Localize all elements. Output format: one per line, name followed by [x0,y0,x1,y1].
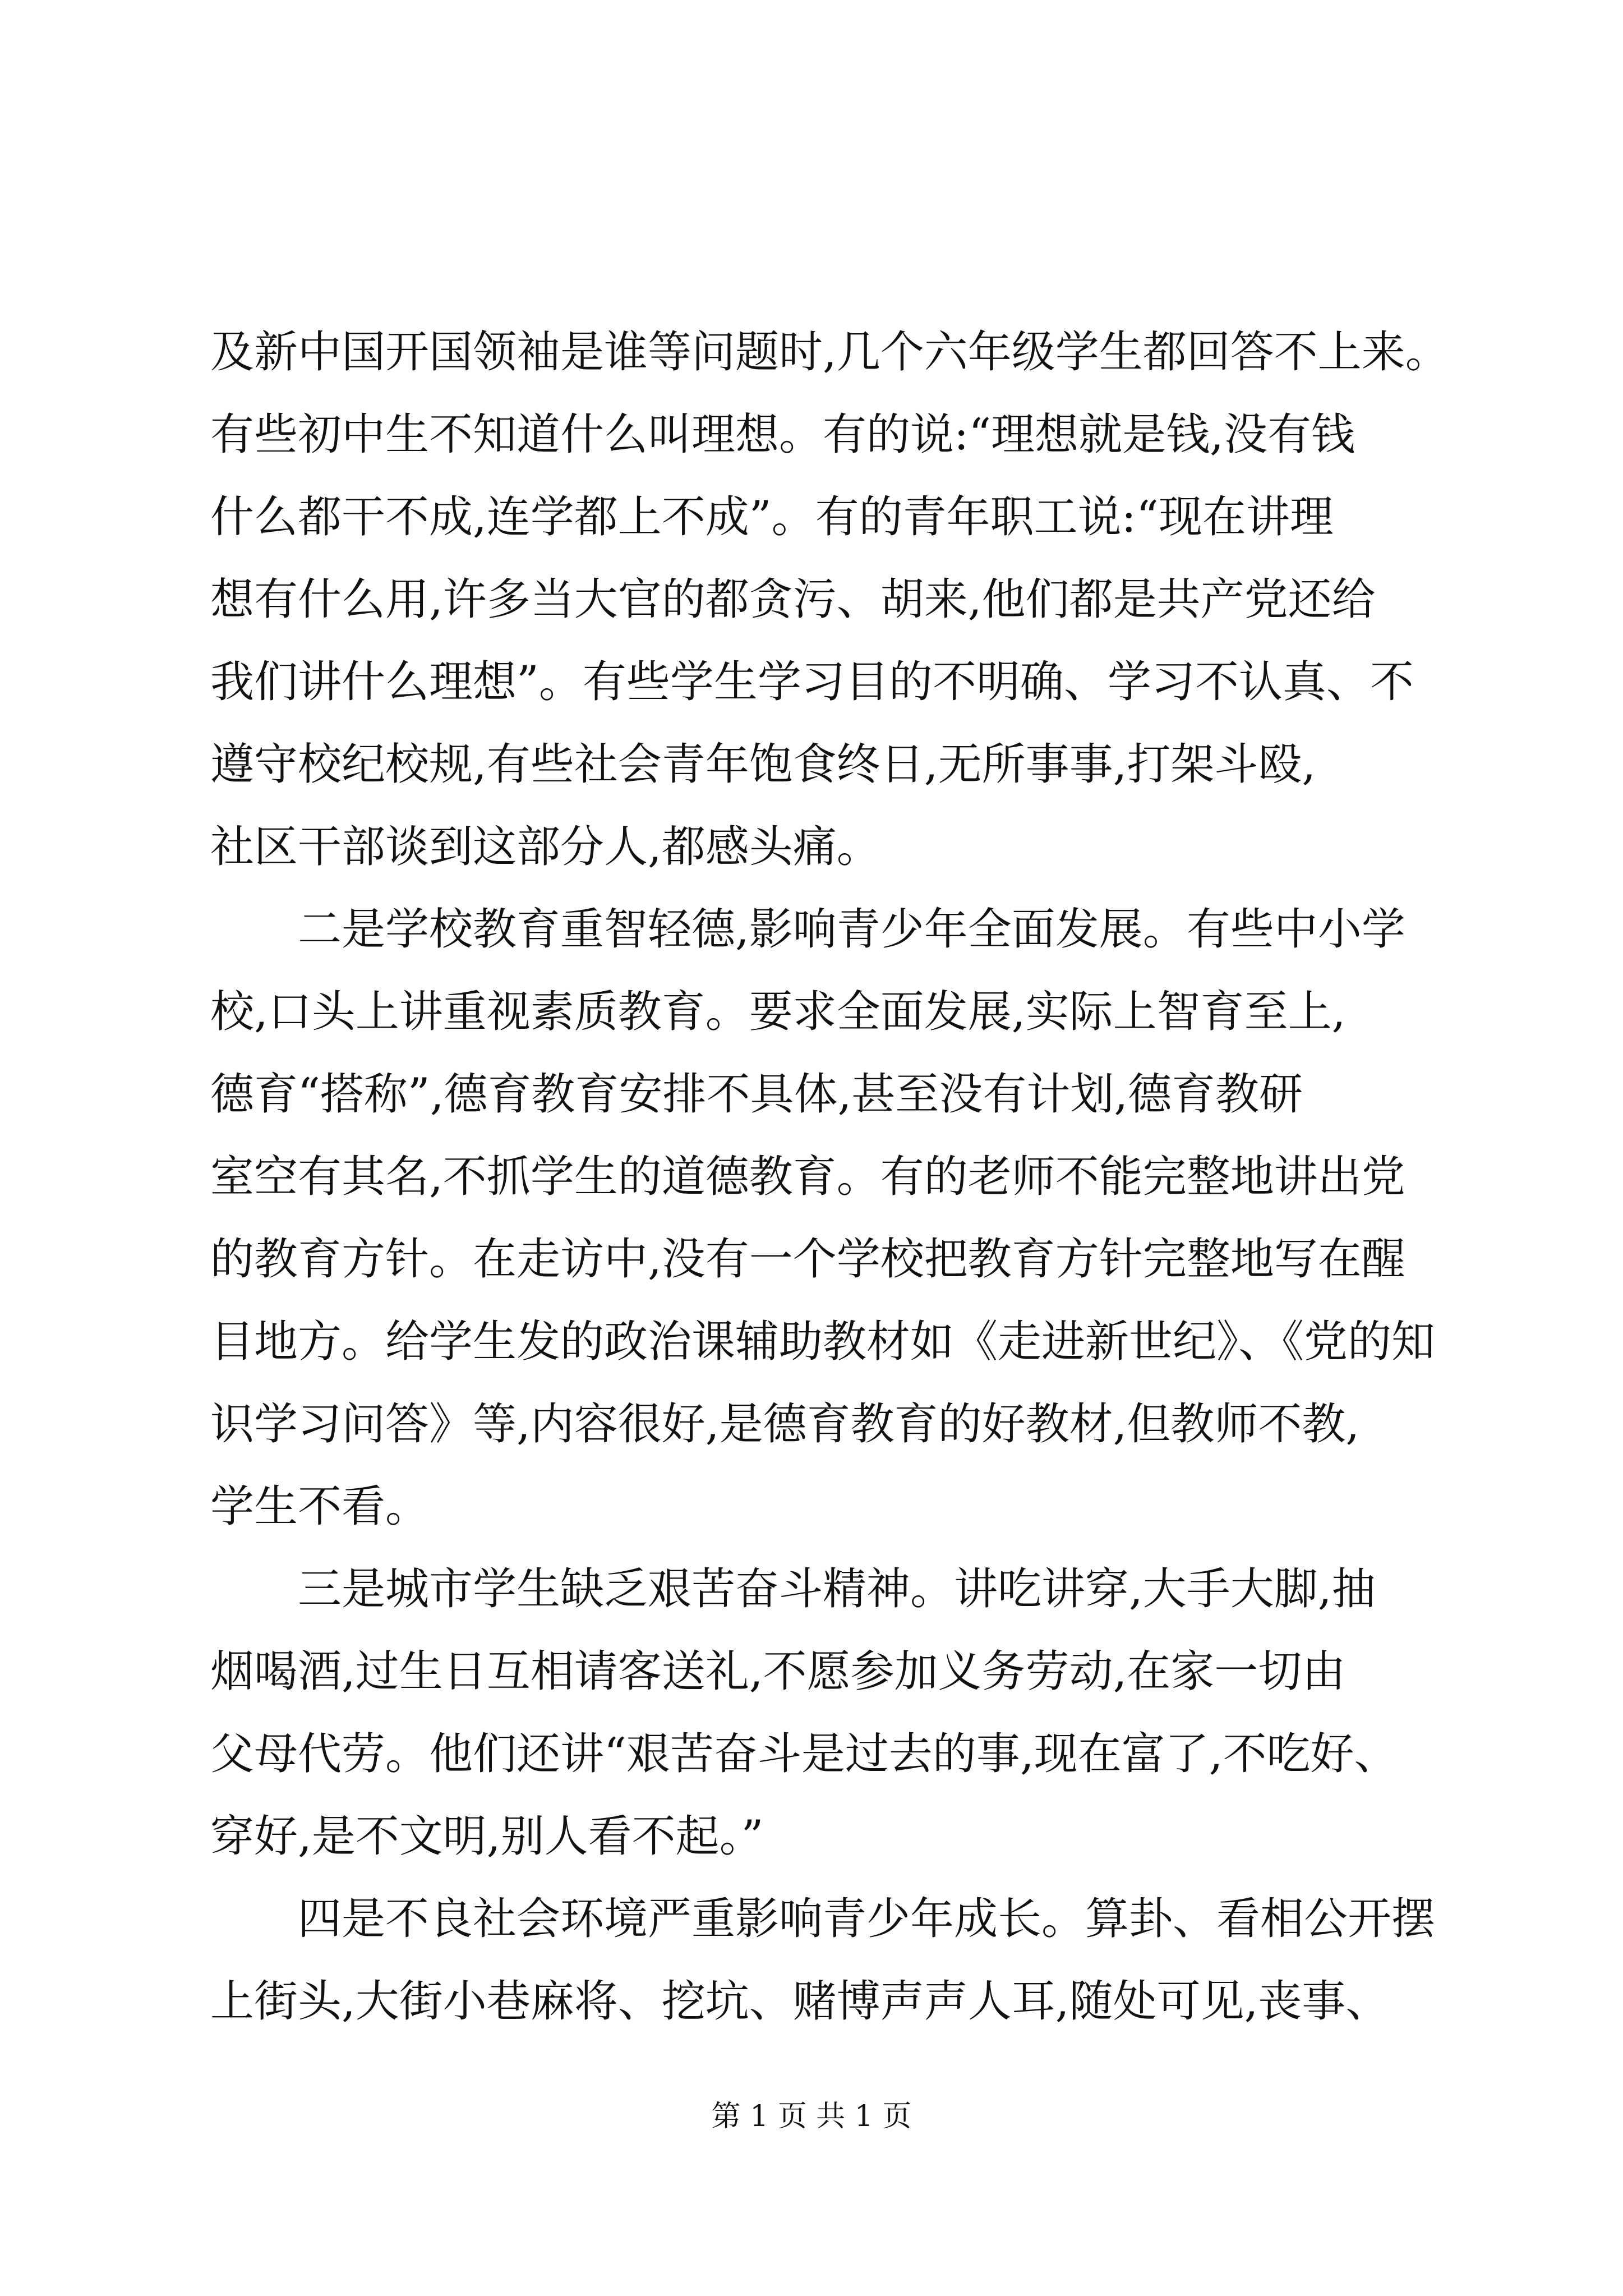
document-body [210,311,1472,2043]
text-line: 什么都干不成,连学都上不成”。有的青年职工说:“现在讲理 [210,492,1334,542]
text-line: 上街头,大街小巷麻将、挖坑、赌博声声人耳,随处可见,丧事、 [210,1976,1390,2027]
text-line: 目地方。给学生发的政治课辅助教材如《走进新世纪》、《党的知 [210,1317,1436,1367]
page-footer [0,2097,1623,2136]
text-line: 遵守校纪校规,有些社会青年饱食终日,无所事事,打架斗殴, [210,739,1316,790]
text-line: 室空有其名,不抓学生的道德教育。有的老师不能完整地讲出党 [210,1152,1405,1202]
text-line: 烟喝酒,过生日互相请客送礼,不愿参加义务劳动,在家一切由 [210,1646,1346,1697]
text-line: 校,口头上讲重视素质教育。要求全面发展,实际上智育至上, [210,987,1346,1037]
text-line: 的教育方针。在走访中,没有一个学校把教育方针完整地写在醒 [210,1234,1405,1285]
text-line: 及新中国开国领袖是谁等问题时,几个六年级学生都回答不上来。 [210,327,1449,378]
text-line: 父母代劳。他们还讲“艰苦奋斗是过去的事,现在富了,不吃好、 [210,1729,1398,1779]
paragraph-start-line: 四是不良社会环境严重影响青少年成长。算卦、看相公开摆 [298,1894,1436,1944]
text-line: 社区干部谈到这部分人,都感头痛。 [210,822,880,872]
text-line: 我们讲什么理想”。有些学生学习目的不明确、学习不认真、不 [210,657,1414,707]
text-line: 穿好,是不文明,别人看不起。” [210,1811,764,1862]
paragraph-start-line: 三是城市学生缺乏艰苦奋斗精神。讲吃讲穿,大手大脚,抽 [298,1564,1376,1614]
text-line: 有些初中生不知道什么叫理想。有的说:“理想就是钱,没有钱 [210,409,1355,460]
page-number-label: 第 1 页 共 1 页 [711,2100,912,2133]
text-line: 德育“搭称”,德育教育安排不具体,甚至没有计划,德育教研 [210,1069,1303,1120]
text-line: 学生不看。 [210,1481,430,1532]
paragraph-start-line: 二是学校教育重智轻德,影响青少年全面发展。有些中小学 [298,904,1405,955]
text-line: 想有什么用,许多当大官的都贪污、胡来,他们都是共产党还给 [210,574,1376,625]
text-line: 识学习问答》等,内容很好,是德育教育的好教材,但教师不教, [210,1399,1360,1450]
